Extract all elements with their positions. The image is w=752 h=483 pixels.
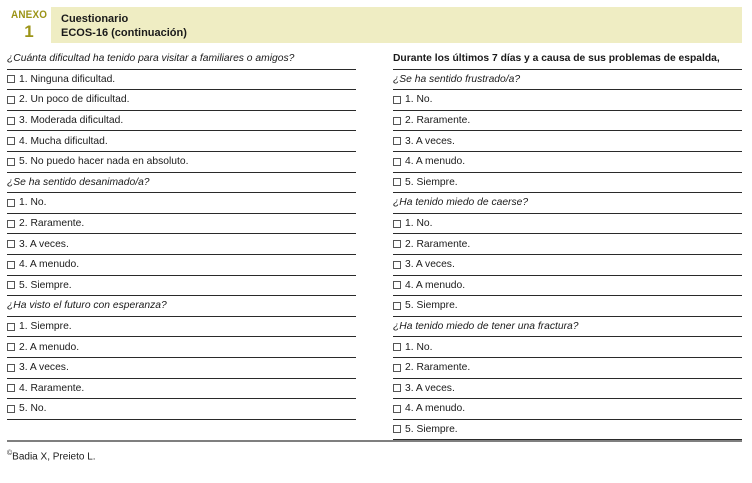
- checkbox-icon[interactable]: [7, 323, 15, 331]
- answer-option[interactable]: [393, 358, 742, 379]
- option-label: 5. Siempre.: [19, 279, 72, 291]
- option-label: 1. No.: [405, 94, 433, 106]
- option-label: 1. No.: [405, 218, 433, 230]
- option-label: 5. No puedo hacer nada en absoluto.: [19, 156, 189, 168]
- option-label: 4. A menudo.: [405, 403, 466, 415]
- answer-option[interactable]: [393, 296, 742, 317]
- answer-option[interactable]: [7, 234, 356, 255]
- checkbox-icon[interactable]: [7, 405, 15, 413]
- right-column: [393, 49, 742, 440]
- checkbox-icon[interactable]: [393, 405, 401, 413]
- option-label: 2. Raramente.: [405, 115, 471, 127]
- question-row: [393, 317, 742, 338]
- checkbox-icon[interactable]: [7, 261, 15, 269]
- option-label: 1. Ninguna dificultad.: [19, 73, 116, 85]
- checkbox-icon[interactable]: [7, 199, 15, 207]
- answer-option[interactable]: [7, 111, 356, 132]
- checkbox-icon[interactable]: [7, 75, 15, 83]
- checkbox-icon[interactable]: [393, 384, 401, 392]
- question-row: [393, 193, 742, 214]
- questionnaire-title: Cuestionario: [61, 13, 129, 25]
- option-label: 3. A veces.: [405, 135, 455, 147]
- annex-label: ANEXO: [10, 9, 48, 21]
- question-text: Durante los últimos 7 días y a causa de sus problemas de espalda,: [393, 53, 720, 65]
- answer-option[interactable]: [393, 337, 742, 358]
- checkbox-icon[interactable]: [7, 137, 15, 145]
- checkbox-icon[interactable]: [393, 137, 401, 145]
- option-label: 3. A veces.: [19, 238, 69, 250]
- answer-option[interactable]: [7, 317, 356, 338]
- answer-option[interactable]: [7, 379, 356, 400]
- left-column: [7, 49, 356, 420]
- option-label: 2. Raramente.: [405, 362, 471, 374]
- option-label: 4. A menudo.: [405, 156, 466, 168]
- answer-option[interactable]: [393, 173, 742, 194]
- checkbox-icon[interactable]: [393, 425, 401, 433]
- checkbox-icon[interactable]: [393, 96, 401, 104]
- option-label: 5. Siempre.: [405, 423, 458, 435]
- credit-text: Badia X, Preieto L.: [12, 451, 96, 463]
- checkbox-icon[interactable]: [7, 158, 15, 166]
- option-label: 2. Raramente.: [405, 238, 471, 250]
- question-text: ¿Se ha sentido desanimado/a?: [7, 176, 150, 188]
- answer-option[interactable]: [7, 193, 356, 214]
- checkbox-icon[interactable]: [7, 281, 15, 289]
- answer-option[interactable]: [7, 255, 356, 276]
- checkbox-icon[interactable]: [7, 364, 15, 372]
- option-label: 1. No.: [19, 197, 47, 209]
- option-label: 5. No.: [19, 403, 47, 415]
- option-label: 2. Raramente.: [19, 218, 85, 230]
- checkbox-icon[interactable]: [7, 384, 15, 392]
- checkbox-icon[interactable]: [393, 240, 401, 248]
- copyright-symbol: ©: [7, 450, 13, 457]
- question-text: ¿Ha tenido miedo de tener una fractura?: [393, 321, 579, 333]
- copyright-credit: [7, 450, 96, 462]
- checkbox-icon[interactable]: [393, 117, 401, 125]
- answer-option[interactable]: [393, 234, 742, 255]
- checkbox-icon[interactable]: [7, 220, 15, 228]
- answer-option[interactable]: [393, 214, 742, 235]
- checkbox-icon[interactable]: [393, 220, 401, 228]
- checkbox-icon[interactable]: [393, 302, 401, 310]
- option-label: 3. A veces.: [405, 382, 455, 394]
- answer-option[interactable]: [7, 152, 356, 173]
- answer-option[interactable]: [393, 420, 742, 441]
- option-label: 3. A veces.: [405, 259, 455, 271]
- checkbox-icon[interactable]: [393, 261, 401, 269]
- option-label: 4. Raramente.: [19, 382, 85, 394]
- question-row: [393, 70, 742, 91]
- option-label: 1. Siempre.: [19, 321, 72, 333]
- answer-option[interactable]: [7, 131, 356, 152]
- question-row: [7, 49, 356, 70]
- option-label: 3. A veces.: [19, 362, 69, 374]
- answer-option[interactable]: [393, 111, 742, 132]
- checkbox-icon[interactable]: [7, 343, 15, 351]
- checkbox-icon[interactable]: [393, 178, 401, 186]
- option-label: 4. A menudo.: [405, 279, 466, 291]
- answer-option[interactable]: [7, 70, 356, 91]
- checkbox-icon[interactable]: [393, 281, 401, 289]
- option-label: 1. No.: [405, 341, 433, 353]
- checkbox-icon[interactable]: [7, 96, 15, 104]
- annex-badge: [7, 7, 51, 43]
- answer-option[interactable]: [393, 90, 742, 111]
- question-text: ¿Cuánta dificultad ha tenido para visitar a familiares o amigos?: [7, 53, 295, 65]
- answer-option[interactable]: [7, 276, 356, 297]
- section-intro: [393, 49, 742, 70]
- question-text: ¿Ha visto el futuro con esperanza?: [7, 300, 167, 312]
- checkbox-icon[interactable]: [7, 240, 15, 248]
- answer-option[interactable]: [393, 152, 742, 173]
- checkbox-icon[interactable]: [393, 364, 401, 372]
- option-label: 3. Moderada dificultad.: [19, 115, 124, 127]
- answer-option[interactable]: [393, 379, 742, 400]
- option-label: 5. Siempre.: [405, 300, 458, 312]
- header-title-block: [51, 7, 187, 43]
- answer-option[interactable]: [393, 399, 742, 420]
- option-label: 2. A menudo.: [19, 341, 80, 353]
- answer-option[interactable]: [393, 276, 742, 297]
- question-row: [7, 296, 356, 317]
- option-label: 4. Mucha dificultad.: [19, 135, 108, 147]
- answer-option[interactable]: [393, 131, 742, 152]
- header-band: [7, 7, 742, 43]
- answer-option[interactable]: [7, 399, 356, 420]
- answer-option[interactable]: [7, 358, 356, 379]
- answer-option[interactable]: [393, 255, 742, 276]
- answer-option[interactable]: [7, 90, 356, 111]
- bottom-divider: [7, 440, 742, 442]
- questionnaire-subtitle: ECOS-16 (continuación): [61, 27, 187, 39]
- option-label: 5. Siempre.: [405, 176, 458, 188]
- question-row: [7, 173, 356, 194]
- annex-number: 1: [24, 22, 34, 41]
- question-text: ¿Ha tenido miedo de caerse?: [393, 197, 529, 209]
- checkbox-icon[interactable]: [393, 343, 401, 351]
- checkbox-icon[interactable]: [393, 158, 401, 166]
- option-label: 4. A menudo.: [19, 259, 80, 271]
- answer-option[interactable]: [7, 337, 356, 358]
- checkbox-icon[interactable]: [7, 117, 15, 125]
- option-label: 2. Un poco de dificultad.: [19, 94, 130, 106]
- answer-option[interactable]: [7, 214, 356, 235]
- question-text: ¿Se ha sentido frustrado/a?: [393, 73, 521, 85]
